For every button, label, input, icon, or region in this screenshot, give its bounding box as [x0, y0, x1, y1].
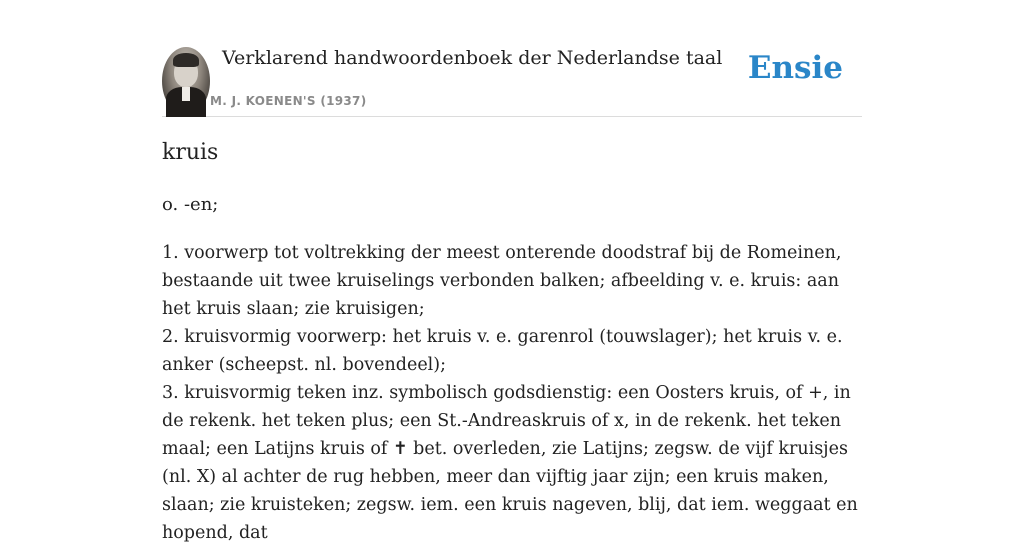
- entry-definitions: [162, 239, 862, 547]
- dictionary-author: M. J. KOENEN'S (1937): [210, 94, 367, 108]
- ensie-logo-link[interactable]: Ensie: [747, 50, 843, 86]
- author-portrait: [162, 47, 210, 115]
- definition-sense-2: 2. kruisvormig voorwerp: het kruis v. e. garenrol (touwslager); het kruis v. e. anker (scheepst. nl. bovendeel);: [162, 327, 843, 375]
- dictionary-header: [162, 46, 862, 117]
- definition-sense-1: 1. voorwerp tot voltrekking der meest onterende doodstraf bij de Romeinen, bestaande uit twee kruiselings verbonden balken; afbeelding v. e. kruis: aan het kruis slaan; zie kruisigen;: [162, 243, 842, 319]
- entry-headword: kruis: [162, 140, 219, 165]
- dictionary-title[interactable]: Verklarend handwoordenboek der Nederlandse taal: [222, 47, 723, 69]
- definition-sense-3: 3. kruisvormig teken inz. symbolisch godsdienstig: een Oosters kruis, of +, in de rekenk. het teken plus; een St.-Andreaskruis of x, in de rekenk. het teken maal; een Latijns kruis of ✝ bet. overleden, zie Latijns; zegsw. de vijf kruisjes (nl. X) al achter de rug hebben, meer dan vijftig jaar zijn; een kruis maken, slaan; zie kruisteken; zegsw. iem. een kruis nageven, blij, dat iem. weggaat en hopend, dat: [162, 383, 858, 543]
- entry-grammar: o. -en;: [162, 194, 219, 215]
